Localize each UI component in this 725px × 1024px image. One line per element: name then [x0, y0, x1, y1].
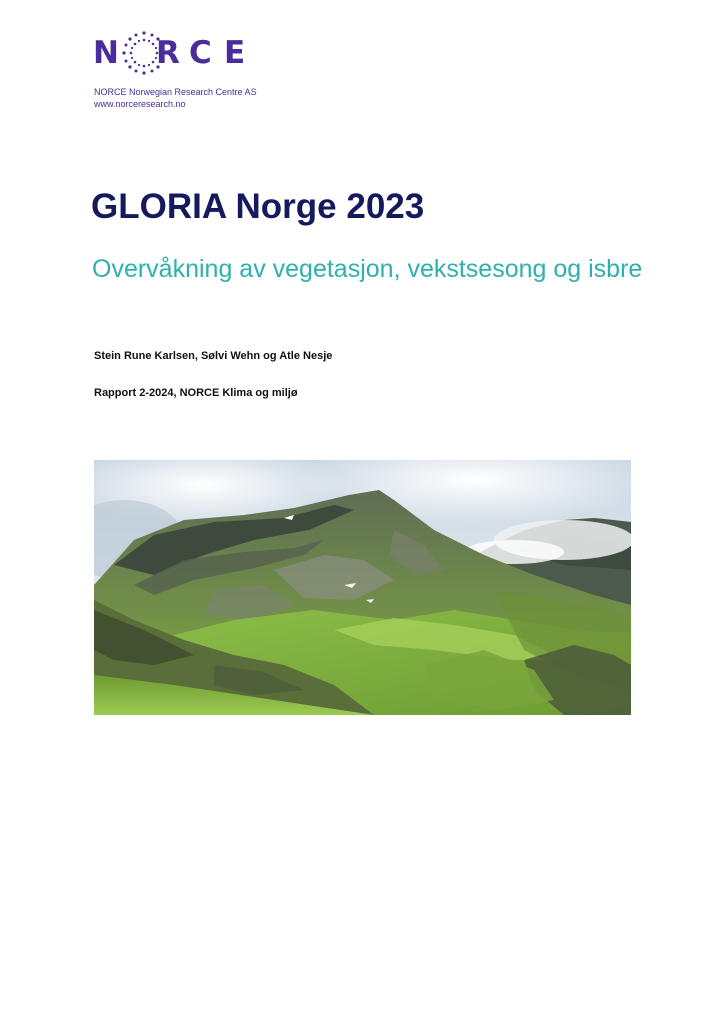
logo-letter-r: R [156, 35, 180, 71]
logo-letter-c: C [189, 35, 212, 71]
organization-url[interactable]: www.norceresearch.no [94, 99, 186, 109]
report-series: Rapport 2-2024, NORCE Klima og miljø [94, 387, 298, 399]
organization-name: NORCE Norwegian Research Centre AS [94, 87, 257, 97]
report-authors: Stein Rune Karlsen, Sølvi Wehn og Atle Nesje [94, 350, 333, 362]
logo-letter-e: E [224, 35, 246, 71]
logo-letter-n: N [93, 35, 119, 71]
cover-photo [94, 460, 631, 715]
mountain-landscape-image [94, 460, 631, 715]
report-title: GLORIA Norge 2023 [91, 187, 425, 226]
report-subtitle: Overvåkning av vegetasjon, vekstsesong og isbre [92, 255, 643, 283]
norce-logo [93, 30, 263, 76]
